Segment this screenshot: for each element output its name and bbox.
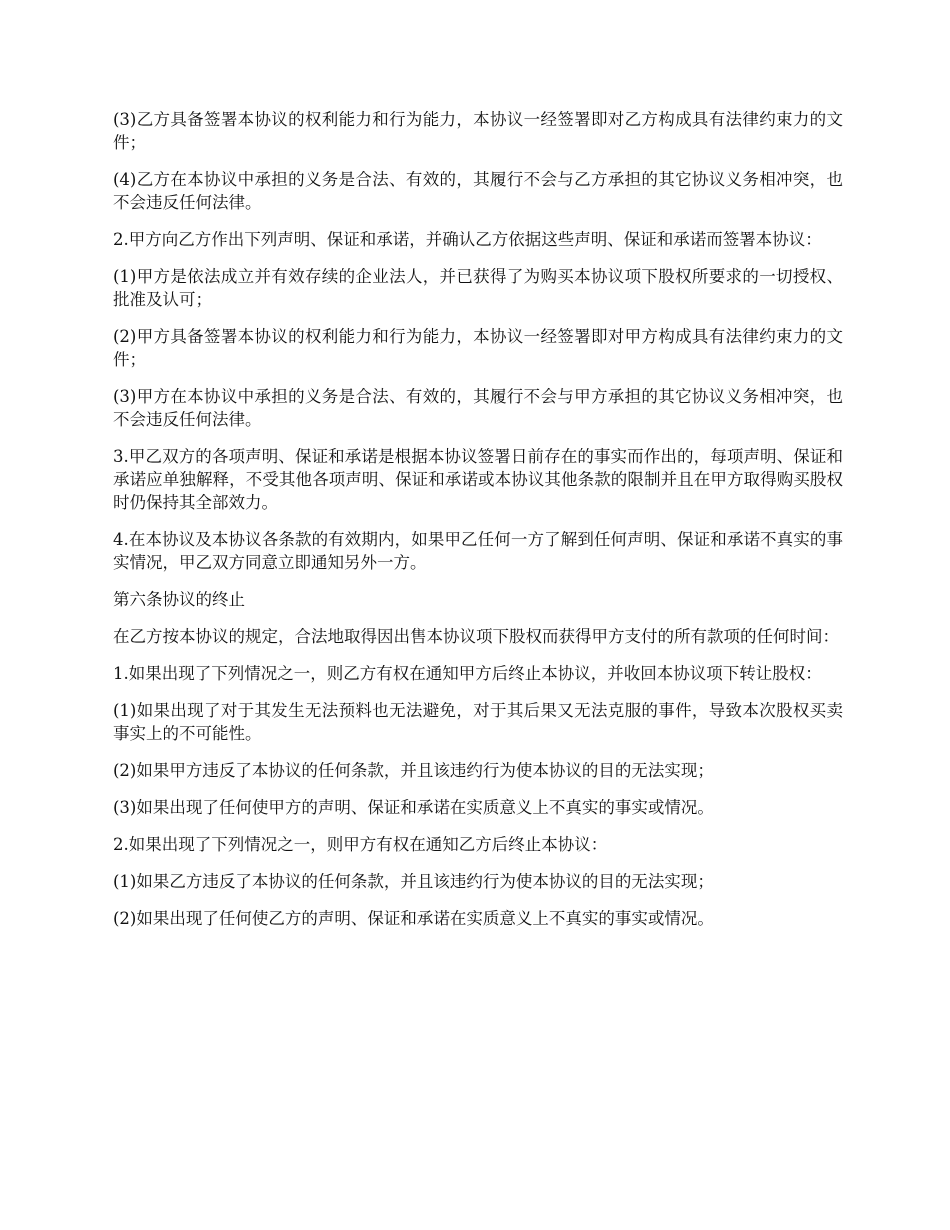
paragraph-jia-1-legal-entity: (1)甲方是依法成立并有效存续的企业法人，并已获得了为购买本协议项下股权所要求的一切授权、批准及认可；: [113, 267, 843, 309]
paragraph-termination-2-2-yi-untrue: (2)如果出现了任何使乙方的声明、保证和承诺在实质意义上不真实的事实或情况。: [113, 909, 714, 928]
paragraph-3-representations-basis: 3.甲乙双方的各项声明、保证和承诺是根据本协议签署日前存在的事实而作出的，每项声明、保证和承诺应单独解释，不受其他各项声明、保证和承诺或本协议其他条款的限制并且在甲方取得购买股权时仍保持其全部效力。: [113, 447, 843, 512]
paragraph-termination-1-2-jia-breach: (2)如果甲方违反了本协议的任何条款，并且该违约行为使本协议的目的无法实现；: [113, 761, 714, 780]
paragraph-termination-1-1-force-majeure: (1)如果出现了对于其发生无法预料也无法避免，对于其后果又无法克服的事件，导致本次股权买卖事实上的不可能性。: [113, 701, 843, 743]
paragraph-jia-3-obligations: (3)甲方在本协议中承担的义务是合法、有效的，其履行不会与甲方承担的其它协议义务相冲突，也不会违反任何法律。: [113, 387, 843, 429]
paragraph-termination-1-yi-rights: 1.如果出现了下列情况之一，则乙方有权在通知甲方后终止本协议，并收回本协议项下转让股权：: [113, 664, 822, 683]
paragraph-jia-representations-intro: 2.甲方向乙方作出下列声明、保证和承诺，并确认乙方依据这些声明、保证和承诺而签署本协议：: [113, 230, 822, 249]
paragraph-termination-2-1-yi-breach: (1)如果乙方违反了本协议的任何条款，并且该违约行为使本协议的目的无法实现；: [113, 872, 714, 891]
paragraph-termination-intro: 在乙方按本协议的规定，合法地取得因出售本协议项下股权而获得甲方支付的所有款项的任何时间：: [113, 627, 839, 646]
document-page: [113, 108, 843, 944]
paragraph-yi-3-capacity: (3)乙方具备签署本协议的权利能力和行为能力，本协议一经签署即对乙方构成具有法律约束力的文件；: [113, 110, 843, 152]
paragraph-jia-2-capacity: (2)甲方具备签署本协议的权利能力和行为能力，本协议一经签署即对甲方构成具有法律约束力的文件；: [113, 327, 843, 369]
paragraph-termination-2-jia-rights: 2.如果出现了下列情况之一，则甲方有权在通知乙方后终止本协议：: [113, 835, 608, 854]
paragraph-termination-1-3-jia-untrue: (3)如果出现了任何使甲方的声明、保证和承诺在实质意义上不真实的事实或情况。: [113, 798, 714, 817]
section-heading-termination: 第六条协议的终止: [113, 590, 245, 609]
paragraph-4-notification: 4.在本协议及本协议各条款的有效期内，如果甲乙任何一方了解到任何声明、保证和承诺不真实的事实情况，甲乙双方同意立即通知另外一方。: [113, 530, 843, 572]
paragraph-yi-4-obligations: (4)乙方在本协议中承担的义务是合法、有效的，其履行不会与乙方承担的其它协议义务相冲突，也不会违反任何法律。: [113, 170, 843, 212]
